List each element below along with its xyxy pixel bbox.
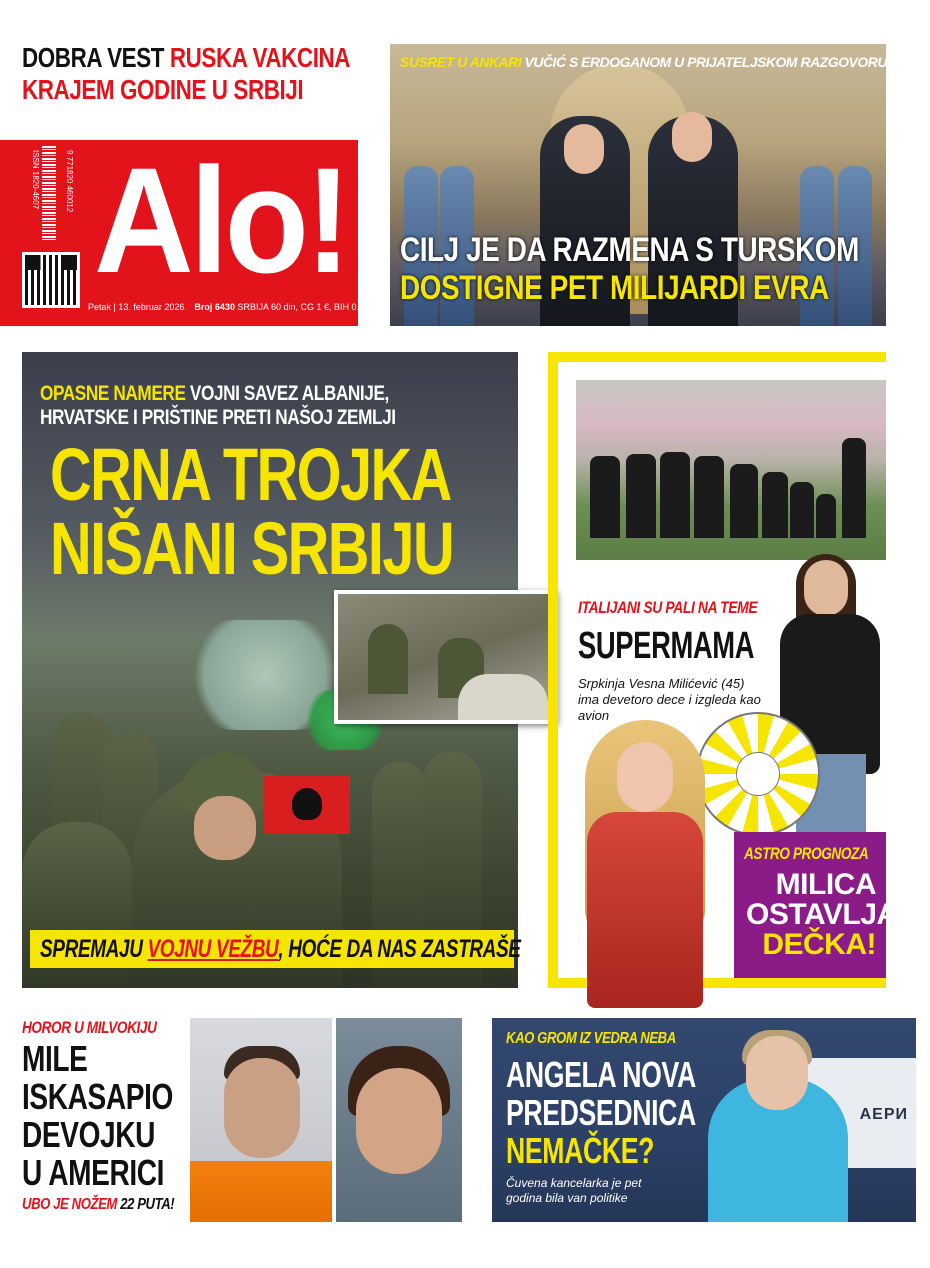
top-story-kicker <box>400 54 887 70</box>
top-story-kicker-yellow: SUSRET U ANKARI <box>400 54 522 70</box>
barcode-number: 9 771820 460012 <box>65 150 74 213</box>
astro-line-2: OSTAVLJA <box>746 898 898 931</box>
angela-headline[interactable] <box>506 1056 728 1170</box>
isbn-strip <box>30 150 42 246</box>
angela-subtitle: Čuvena kancelarka je pet godina bila van politike <box>506 1176 642 1205</box>
main-strip-1: SPREMAJU <box>40 935 143 963</box>
rock <box>458 674 548 720</box>
family-member <box>790 482 814 538</box>
leader-head <box>564 124 604 174</box>
yellow-frame-top <box>548 352 886 362</box>
zodiac-wheel-center <box>736 752 780 796</box>
horor-strap-red: UBO JE NOŽEM <box>22 1196 117 1213</box>
soldier-face <box>194 796 256 860</box>
teaser-label: DOBRA VEST <box>22 42 165 73</box>
horor-headline[interactable] <box>22 1040 209 1192</box>
astro-kicker: ASTRO PROGNOZA <box>744 844 869 863</box>
top-story-headline-2[interactable]: DOSTIGNE PET MILIJARDI EVRA <box>400 269 829 307</box>
main-strip-2: , HOĆE DA NAS ZASTRAŠE <box>278 935 521 963</box>
main-story-kicker <box>40 382 396 430</box>
horor-line-2: ISKASAPIO <box>22 1076 173 1117</box>
astro-line-1: MILICA <box>775 868 876 901</box>
qr-code-icon[interactable] <box>22 252 80 308</box>
family-member <box>660 452 690 538</box>
main-headline-1: CRNA TROJKA <box>50 433 451 516</box>
astro-line-3: DEČKA! <box>762 928 876 961</box>
top-story-kicker-white: VUČIĆ S ERDOGANOM U PRIJATELJSKOM RAZGOVORU <box>524 54 887 70</box>
angela-face <box>746 1036 808 1110</box>
main-headline-2: NIŠANI SRBIJU <box>50 507 454 590</box>
issue-date: Petak | 13. februar 2026. <box>88 302 187 312</box>
albanian-flag-icon <box>264 776 350 834</box>
barcode-number-strip <box>62 150 76 246</box>
top-teaser[interactable] <box>22 42 374 106</box>
supermama-headline[interactable]: SUPERMAMA <box>578 625 755 667</box>
masthead-logo[interactable]: Alo! <box>94 136 348 304</box>
astro-headline[interactable] <box>746 868 898 961</box>
issn-label: ISSN 1820-4607 <box>31 150 40 210</box>
main-kicker-white-2: HRVATSKE I PRIŠTINE PRETI NAŠOJ ZEMLJI <box>40 406 396 429</box>
main-strip[interactable] <box>40 933 521 965</box>
family-member <box>816 494 836 538</box>
angela-line-1: ANGELA NOVA <box>506 1054 696 1095</box>
angela-line-2: PREDSEDNICA <box>506 1092 696 1133</box>
family-member <box>626 454 656 538</box>
family-member <box>730 464 758 538</box>
supermama-kicker: ITALIJANI SU PALI NA TEME <box>578 598 758 617</box>
horor-line-1: MILE <box>22 1038 88 1079</box>
backdrop-text: АЕРИ <box>859 1106 908 1123</box>
family-member <box>842 438 866 538</box>
issue-number: Broj 6430 <box>194 302 235 312</box>
horor-kicker: HOROR U MILVOKIJU <box>22 1018 157 1037</box>
mugshot-photo[interactable] <box>190 1018 332 1222</box>
angela-kicker: KAO GROM IZ VEDRA NEBA <box>506 1030 676 1047</box>
family-member <box>762 472 788 538</box>
angela-line-3: NEMAČKE? <box>506 1130 654 1171</box>
top-story-headline-1[interactable]: CILJ JE DA RAZMENA S TURSKOM <box>400 231 859 269</box>
issue-prices: SRBIJA 60 din, CG 1 €, BIH 0.50 KM <box>237 302 386 312</box>
main-kicker-white-1: VOJNI SAVEZ ALBANIJE, <box>189 382 389 405</box>
horor-line-3: DEVOJKU <box>22 1114 156 1155</box>
supermama-subtitle: Srpkinja Vesna Milićević (45) ima devetoro dece i izgleda kao avion <box>578 676 761 723</box>
teaser-headline-2: KRAJEM GODINE U SRBIJI <box>22 74 304 105</box>
milica-photo <box>545 712 735 1008</box>
main-strip-red: VOJNU VEŽBU <box>147 935 279 963</box>
main-kicker-yellow: OPASNE NAMERE <box>40 382 186 405</box>
family-member <box>694 456 724 538</box>
inset-photo[interactable] <box>334 590 556 724</box>
family-member <box>590 456 620 538</box>
leader-head <box>672 112 712 162</box>
family-photo[interactable] <box>576 380 886 560</box>
teaser-headline-1: RUSKA VAKCINA <box>169 42 351 73</box>
horor-strap-black: 22 PUTA! <box>120 1196 175 1213</box>
barcode-icon <box>42 146 56 240</box>
horor-strap <box>22 1196 174 1214</box>
masthead-info <box>88 302 386 312</box>
victim-photo[interactable] <box>336 1018 462 1222</box>
main-headline[interactable] <box>50 433 454 590</box>
soldier-figure <box>368 624 408 694</box>
teaser-line-1 <box>22 42 374 74</box>
horor-line-4: U AMERICI <box>22 1152 165 1193</box>
